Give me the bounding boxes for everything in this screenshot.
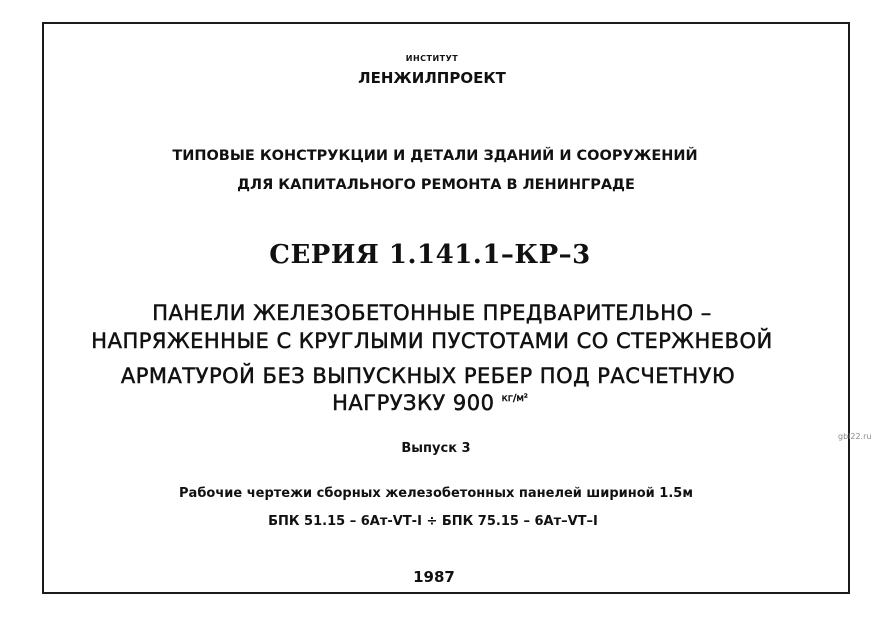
title-line-2: НАПРЯЖЕННЫЕ С КРУГЛЫМИ ПУСТОТАМИ СО СТЕРЖНЕВОЙ xyxy=(91,329,773,353)
load-text: НАГРУЗКУ 900 xyxy=(332,391,495,415)
watermark: gbi22.ru xyxy=(838,432,872,441)
standard-heading-line-1: ТИПОВЫЕ КОНСТРУКЦИИ И ДЕТАЛИ ЗДАНИЙ И СООРУЖЕНИЙ xyxy=(172,148,698,164)
issue-number: Выпуск 3 xyxy=(401,441,471,456)
series-number: СЕРИЯ 1.141.1–КР–3 xyxy=(269,240,591,270)
description-line-1: Рабочие чертежи сборных железобетонных панелей шириной 1.5м xyxy=(179,486,693,501)
load-unit: кг/м² xyxy=(501,393,528,404)
standard-heading-line-2: ДЛЯ КАПИТАЛЬНОГО РЕМОНТА В ЛЕНИНГРАДЕ xyxy=(237,177,635,193)
institute-name: ЛЕНЖИЛПРОЕКТ xyxy=(358,69,506,87)
institute-label: ИНСТИТУТ xyxy=(405,54,459,63)
title-line-4 xyxy=(0,391,868,415)
year: 1987 xyxy=(413,568,455,586)
title-line-1: ПАНЕЛИ ЖЕЛЕЗОБЕТОННЫЕ ПРЕДВАРИТЕЛЬНО – xyxy=(152,301,712,325)
title-line-3: АРМАТУРОЙ БЕЗ ВЫПУСКНЫХ РЕБЕР ПОД РАСЧЕТНУЮ xyxy=(120,364,736,388)
description-line-2: БПК 51.15 – 6Ат-VТ-I ÷ БПК 75.15 – 6Ат–VТ–I xyxy=(268,514,598,529)
